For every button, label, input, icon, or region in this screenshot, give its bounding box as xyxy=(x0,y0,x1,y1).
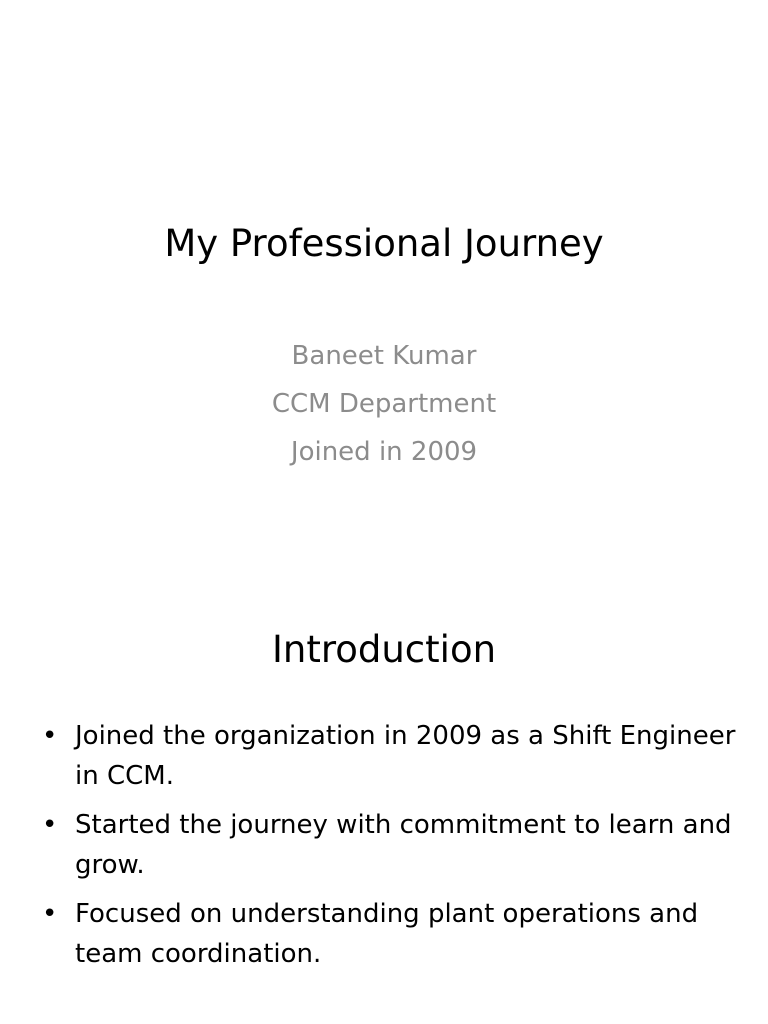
slide-subtitle xyxy=(0,332,768,476)
bullet-item xyxy=(38,894,738,974)
introduction-bullet-list xyxy=(38,716,738,983)
introduction-slide xyxy=(0,576,768,1024)
bullet-item xyxy=(38,716,738,796)
bullet-text: Focused on understanding plant operations and team coordination. xyxy=(75,899,699,969)
bullet-icon: • xyxy=(42,899,58,929)
bullet-icon: • xyxy=(42,721,58,751)
bullet-icon: • xyxy=(42,810,58,840)
bullet-text: Started the journey with commitment to learn and grow. xyxy=(75,810,732,880)
department-name: CCM Department xyxy=(271,389,497,419)
introduction-heading: Introduction xyxy=(271,628,497,671)
slide-title: My Professional Journey xyxy=(164,222,604,265)
joined-year: Joined in 2009 xyxy=(290,437,478,467)
bullet-item xyxy=(38,805,738,885)
bullet-text: Joined the organization in 2009 as a Shift Engineer in CCM. xyxy=(75,721,736,791)
presenter-name: Baneet Kumar xyxy=(291,341,477,371)
